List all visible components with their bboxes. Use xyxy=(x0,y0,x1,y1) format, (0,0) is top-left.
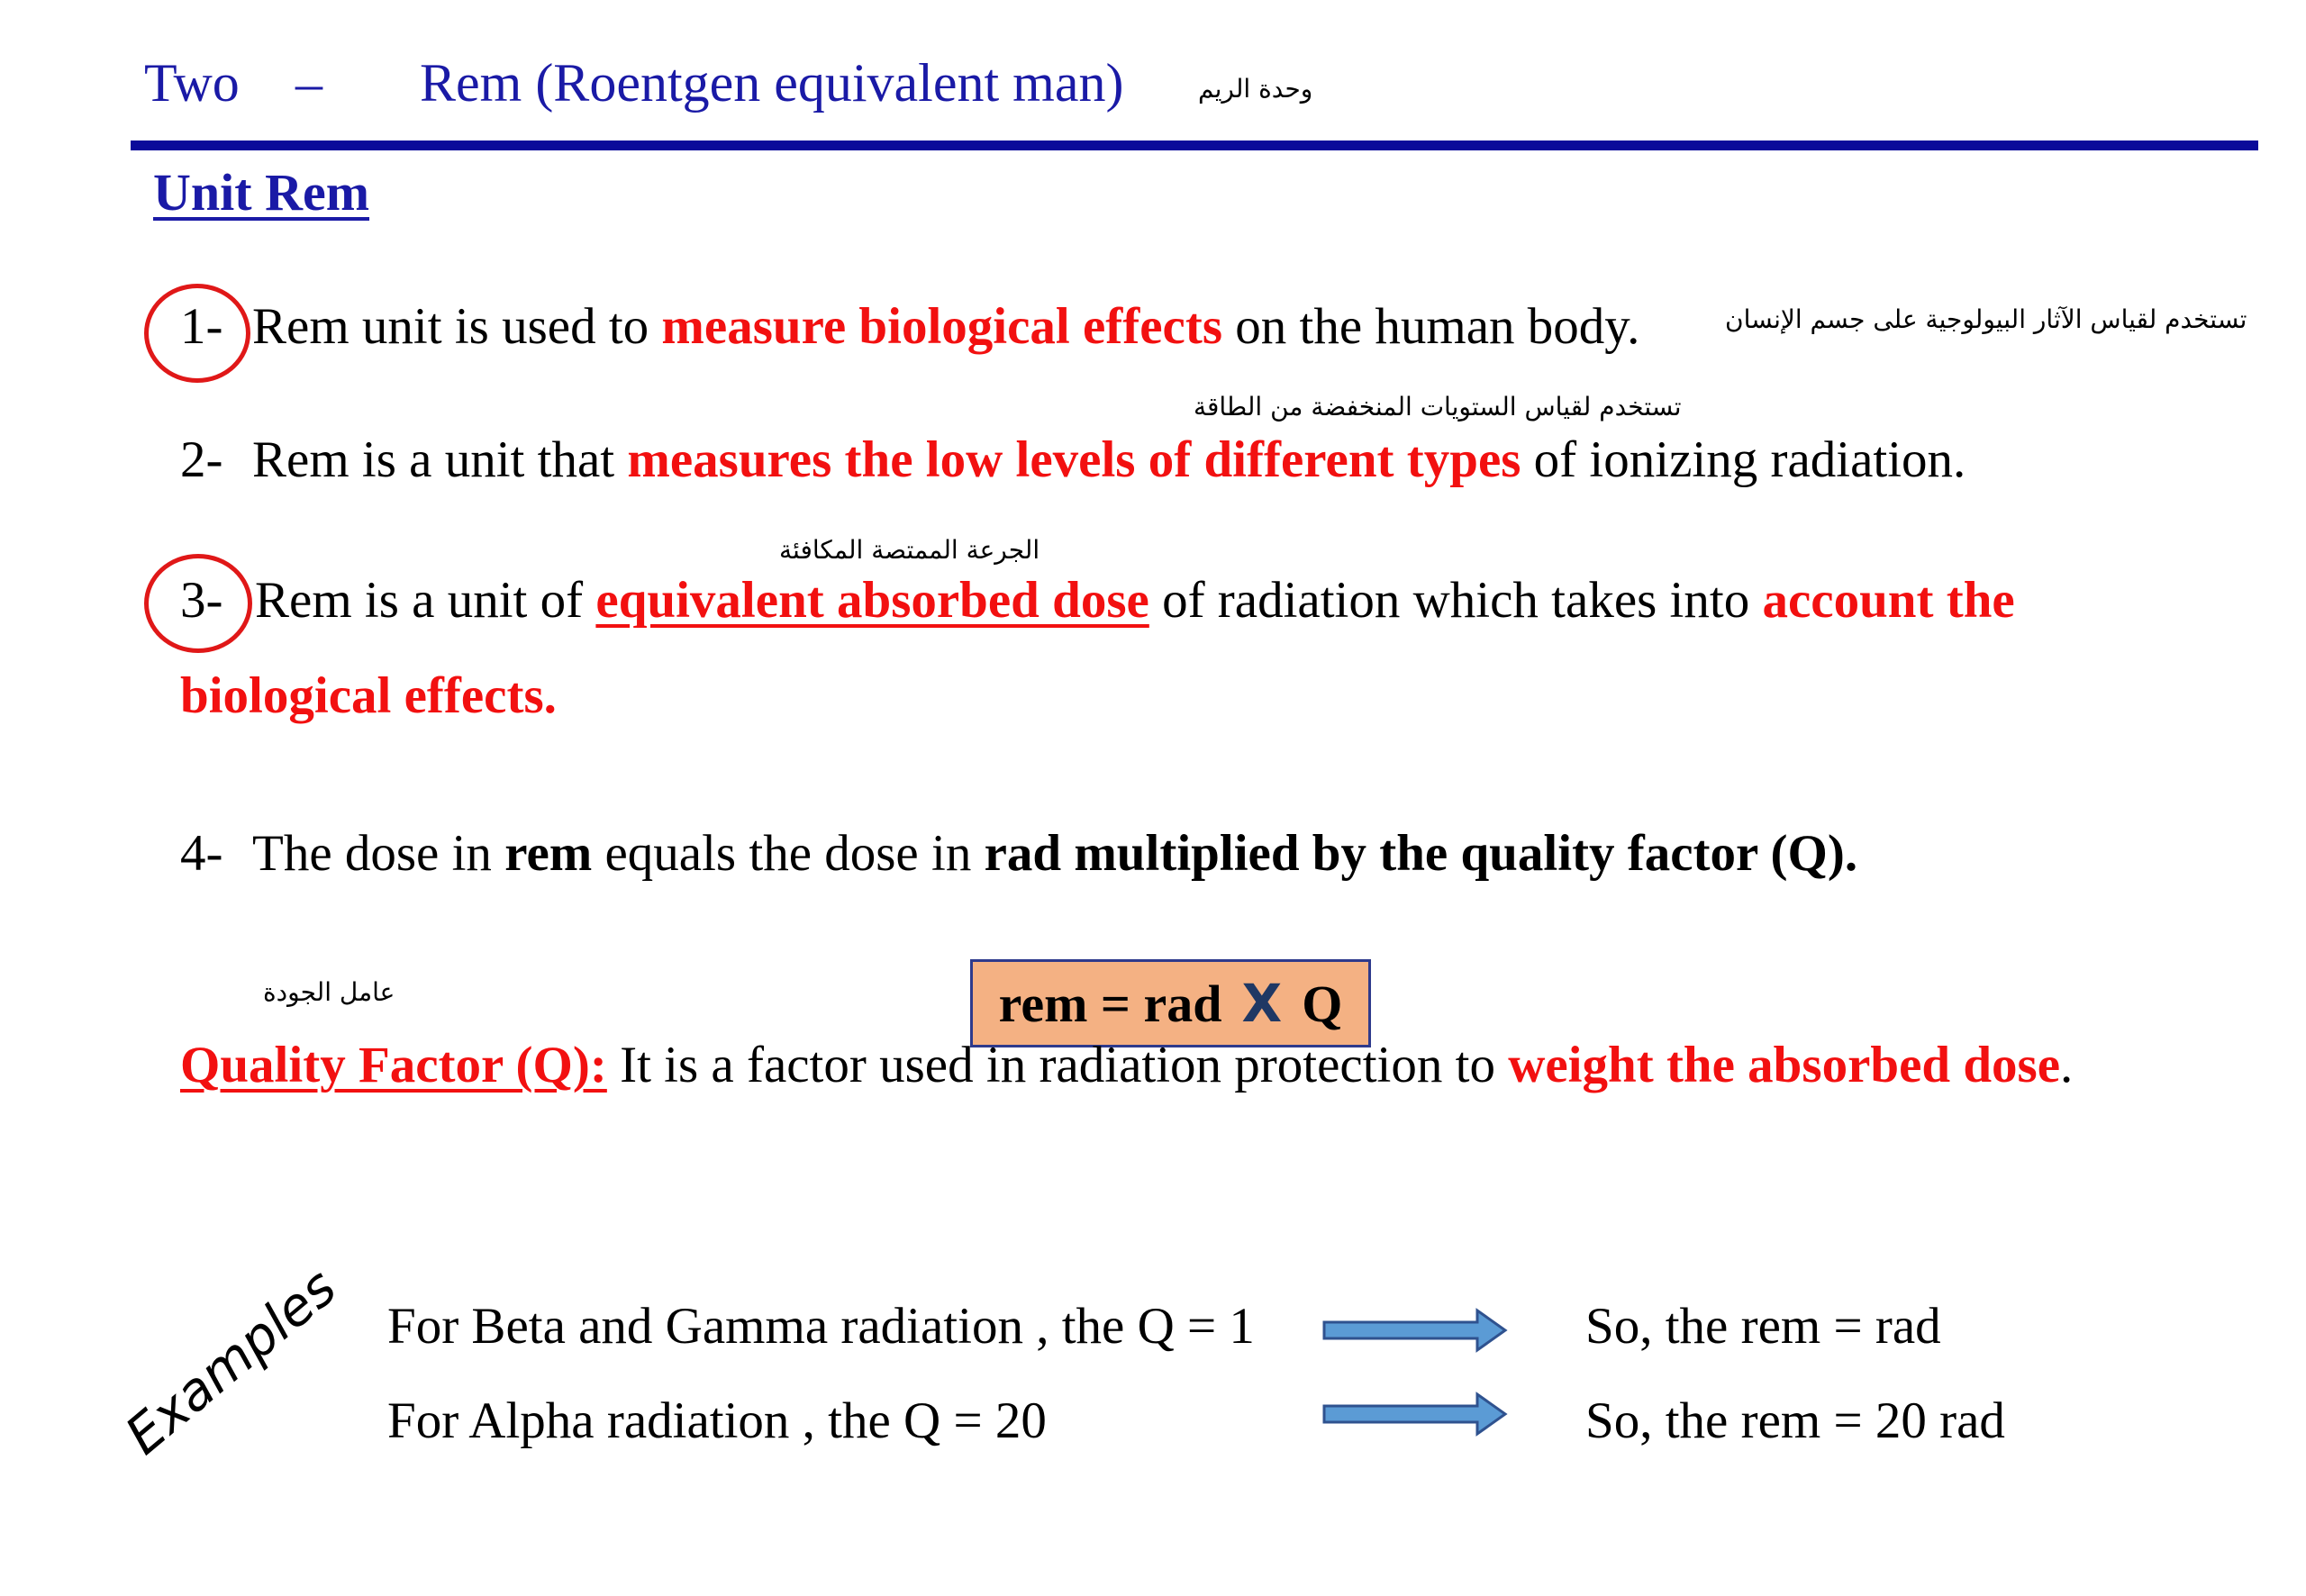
example-row1-right: So, the rem = rad xyxy=(1585,1298,1941,1355)
header-title: Rem (Roentgen equivalent man) xyxy=(420,53,1124,113)
item2-number: 2- xyxy=(180,431,223,488)
section-title: Unit Rem xyxy=(153,163,370,222)
item4-t2: equals the dose in xyxy=(604,825,972,882)
item1-highlight: measure biological effects xyxy=(661,298,1223,355)
item3-mid: of radiation which takes into xyxy=(1162,572,1750,629)
right-arrow-icon xyxy=(1322,1308,1508,1353)
item3-number: 3- xyxy=(180,572,223,629)
item3-highlight: equivalent absorbed dose xyxy=(595,572,1149,629)
formula-right: Q xyxy=(1302,974,1343,1033)
item2-highlight: measures the low levels of different types xyxy=(627,431,1521,488)
quality-text: It is a factor used in radiation protection to xyxy=(620,1037,1495,1093)
header-arabic: وحدة الريم xyxy=(1198,74,1313,104)
formula-left: rem = rad xyxy=(998,974,1222,1033)
header-left: Two xyxy=(144,53,240,113)
item2-post: of ionizing radiation. xyxy=(1533,431,1966,488)
item3-pre: Rem is a unit of xyxy=(255,572,584,629)
item3-text xyxy=(255,571,2015,630)
example-row1-left: For Beta and Gamma radiation , the Q = 1 xyxy=(387,1298,1255,1355)
item4-b1: rem xyxy=(504,825,593,882)
formula-box xyxy=(970,959,1371,1047)
item2-text xyxy=(252,431,1966,489)
multiply-icon: X xyxy=(1241,973,1283,1034)
item1-number: 1- xyxy=(180,298,223,355)
quality-highlight: weight the absorbed dose xyxy=(1508,1037,2060,1093)
quality-definition xyxy=(180,1036,2073,1094)
header-dash: – xyxy=(295,53,322,113)
item2-pre: Rem is a unit that xyxy=(252,431,615,488)
item1-post: on the human body. xyxy=(1235,298,1640,355)
right-arrow-icon xyxy=(1322,1392,1508,1437)
header-rule xyxy=(131,141,2258,150)
quality-arabic: عامل الجودة xyxy=(263,977,395,1007)
quality-label: Quality Factor (Q): xyxy=(180,1037,607,1093)
item3-line2: biological effects. xyxy=(180,667,557,724)
quality-end: . xyxy=(2060,1037,2074,1093)
item1-pre: Rem unit is used to xyxy=(252,298,649,355)
example-row2-left: For Alpha radiation , the Q = 20 xyxy=(387,1392,1047,1449)
item1-text xyxy=(252,297,1639,356)
item4-number: 4- xyxy=(180,825,223,882)
item4-t1: The dose in xyxy=(252,825,492,882)
item1-arabic: تستخدم لقياس الآثار البيولوجية على جسم الإنسان xyxy=(1725,304,2247,334)
item3-highlight2: account the xyxy=(1762,572,2015,629)
item4-text xyxy=(252,824,1857,883)
example-row2-right: So, the rem = 20 rad xyxy=(1585,1392,2005,1449)
examples-label: Examples xyxy=(113,1256,348,1466)
item2-arabic: تستخدم لقياس الستويات المنخفضة من الطاقة xyxy=(1194,392,1682,422)
item4-b2: rad multiplied by the quality factor (Q). xyxy=(984,825,1858,882)
item3-arabic: الجرعة الممتصة المكافئة xyxy=(779,535,1040,565)
